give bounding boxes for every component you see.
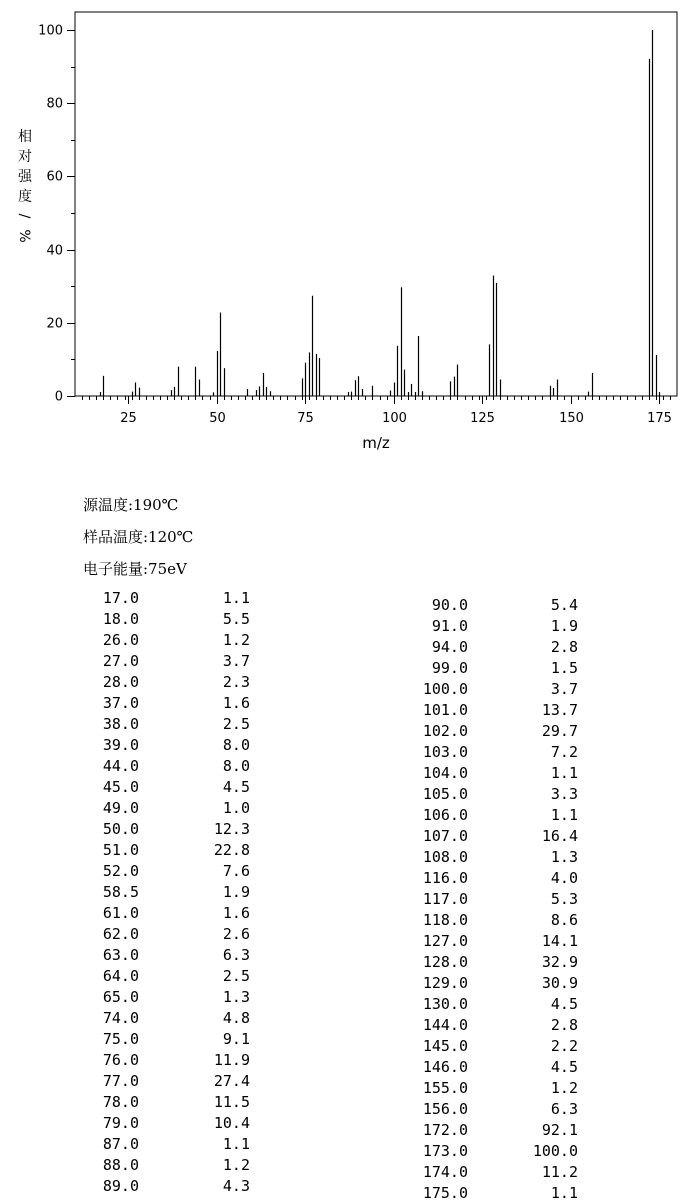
peak-abundance: 4.5 bbox=[550, 1058, 578, 1076]
peak-abundance: 1.1 bbox=[550, 806, 578, 824]
peak-abundance: 14.1 bbox=[541, 932, 578, 950]
peak-row bbox=[80, 840, 280, 861]
peak-mz: 105.0 bbox=[422, 785, 468, 803]
peak-abundance: 5.3 bbox=[550, 890, 578, 908]
peak-mz: 172.0 bbox=[422, 1121, 468, 1139]
peak-abundance: 92.1 bbox=[541, 1121, 578, 1139]
peak-mz: 52.0 bbox=[102, 862, 139, 880]
peak-abundance: 1.1 bbox=[550, 1184, 578, 1202]
peak-abundance: 1.0 bbox=[222, 799, 250, 817]
peak-mz: 101.0 bbox=[422, 701, 468, 719]
peak-abundance: 5.5 bbox=[222, 610, 250, 628]
peak-abundance: 2.5 bbox=[222, 967, 250, 985]
peak-mz: 102.0 bbox=[422, 722, 468, 740]
peak-row bbox=[80, 966, 280, 987]
peak-mz: 28.0 bbox=[102, 673, 139, 691]
peak-mz: 130.0 bbox=[422, 995, 468, 1013]
peak-abundance: 2.6 bbox=[222, 925, 250, 943]
peak-mz: 128.0 bbox=[422, 953, 468, 971]
peak-mz: 79.0 bbox=[102, 1114, 139, 1132]
peak-abundance: 9.1 bbox=[222, 1030, 250, 1048]
peak-row bbox=[410, 721, 610, 742]
peak-row bbox=[80, 756, 280, 777]
peak-abundance: 5.4 bbox=[550, 596, 578, 614]
peak-mz: 50.0 bbox=[102, 820, 139, 838]
peak-row bbox=[410, 1120, 610, 1141]
source-temperature: 源温度:190℃ bbox=[83, 496, 179, 514]
peak-abundance: 8.0 bbox=[222, 757, 250, 775]
peak-mz: 63.0 bbox=[102, 946, 139, 964]
peak-abundance: 3.3 bbox=[550, 785, 578, 803]
peak-mz: 145.0 bbox=[422, 1037, 468, 1055]
peak-abundance: 12.3 bbox=[213, 820, 250, 838]
peak-mz: 37.0 bbox=[102, 694, 139, 712]
peak-abundance: 3.7 bbox=[550, 680, 578, 698]
x-axis-label: m/z bbox=[362, 434, 390, 452]
peak-mz: 116.0 bbox=[422, 869, 468, 887]
peak-row bbox=[410, 1162, 610, 1183]
peak-row bbox=[410, 847, 610, 868]
peak-mz: 104.0 bbox=[422, 764, 468, 782]
peak-abundance: 6.3 bbox=[550, 1100, 578, 1118]
peak-row bbox=[80, 714, 280, 735]
peak-abundance: 11.2 bbox=[541, 1163, 578, 1181]
peak-mz: 100.0 bbox=[422, 680, 468, 698]
peak-mz: 173.0 bbox=[422, 1142, 468, 1160]
peak-abundance: 1.5 bbox=[550, 659, 578, 677]
peak-row bbox=[410, 1078, 610, 1099]
peak-abundance: 7.2 bbox=[550, 743, 578, 761]
y-tick-label: 80 bbox=[46, 96, 63, 112]
peak-row bbox=[410, 931, 610, 952]
peak-row bbox=[80, 1113, 280, 1134]
peak-abundance: 4.5 bbox=[550, 995, 578, 1013]
peak-abundance: 27.4 bbox=[213, 1072, 250, 1090]
peak-row bbox=[80, 1155, 280, 1176]
y-tick-label: 60 bbox=[46, 169, 63, 185]
peak-row bbox=[80, 693, 280, 714]
peak-abundance: 11.5 bbox=[213, 1093, 250, 1111]
y-tick-label: 40 bbox=[46, 243, 63, 259]
peak-abundance: 4.5 bbox=[222, 778, 250, 796]
peak-abundance: 2.8 bbox=[550, 638, 578, 656]
peak-mz: 51.0 bbox=[102, 841, 139, 859]
peak-row bbox=[80, 882, 280, 903]
peak-row bbox=[410, 658, 610, 679]
peak-row bbox=[410, 973, 610, 994]
peak-row bbox=[80, 777, 280, 798]
peak-abundance: 10.4 bbox=[213, 1114, 250, 1132]
peak-row bbox=[80, 1092, 280, 1113]
peak-mz: 39.0 bbox=[102, 736, 139, 754]
peak-row bbox=[80, 630, 280, 651]
y-tick-label: 100 bbox=[38, 23, 63, 39]
peak-row bbox=[80, 609, 280, 630]
peak-abundance: 13.7 bbox=[541, 701, 578, 719]
y-axis-label-char: 强 bbox=[18, 169, 32, 185]
x-tick-label: 100 bbox=[382, 411, 407, 426]
electron-energy: 电子能量:75eV bbox=[83, 560, 187, 578]
peak-abundance: 7.6 bbox=[222, 862, 250, 880]
peak-abundance: 1.2 bbox=[222, 631, 250, 649]
peak-table-right bbox=[410, 595, 610, 1204]
peak-mz: 17.0 bbox=[102, 589, 139, 607]
peak-row bbox=[410, 1036, 610, 1057]
peak-abundance: 1.2 bbox=[222, 1156, 250, 1174]
peak-mz: 156.0 bbox=[422, 1100, 468, 1118]
peak-row bbox=[410, 679, 610, 700]
peak-mz: 89.0 bbox=[102, 1177, 139, 1195]
peak-row bbox=[410, 868, 610, 889]
peak-abundance: 1.9 bbox=[222, 883, 250, 901]
peak-abundance: 30.9 bbox=[541, 974, 578, 992]
peak-mz: 129.0 bbox=[422, 974, 468, 992]
peak-row bbox=[410, 700, 610, 721]
peak-row bbox=[80, 924, 280, 945]
y-axis-label-char: % bbox=[16, 229, 32, 243]
peak-mz: 62.0 bbox=[102, 925, 139, 943]
peak-row bbox=[410, 1057, 610, 1078]
peak-row bbox=[410, 826, 610, 847]
peak-row bbox=[80, 819, 280, 840]
peak-mz: 99.0 bbox=[431, 659, 468, 677]
peak-abundance: 2.2 bbox=[550, 1037, 578, 1055]
mass-spectrum-chart bbox=[0, 0, 687, 460]
peak-mz: 77.0 bbox=[102, 1072, 139, 1090]
peak-row bbox=[80, 1176, 280, 1197]
peak-row bbox=[80, 651, 280, 672]
peak-abundance: 1.1 bbox=[222, 1135, 250, 1153]
peak-mz: 64.0 bbox=[102, 967, 139, 985]
peak-row bbox=[80, 1008, 280, 1029]
peak-row bbox=[80, 735, 280, 756]
peak-mz: 58.5 bbox=[102, 883, 139, 901]
peak-row bbox=[410, 805, 610, 826]
peak-mz: 103.0 bbox=[422, 743, 468, 761]
peak-row bbox=[80, 987, 280, 1008]
peak-mz: 155.0 bbox=[422, 1079, 468, 1097]
y-tick-label: 0 bbox=[54, 389, 63, 405]
peak-row bbox=[80, 672, 280, 693]
x-tick-label: 75 bbox=[297, 411, 314, 426]
plot-frame bbox=[75, 12, 677, 396]
peak-mz: 118.0 bbox=[422, 911, 468, 929]
peak-mz: 18.0 bbox=[102, 610, 139, 628]
peak-abundance: 2.8 bbox=[550, 1016, 578, 1034]
peak-row bbox=[80, 1029, 280, 1050]
peak-mz: 91.0 bbox=[431, 617, 468, 635]
peak-abundance: 8.0 bbox=[222, 736, 250, 754]
peak-abundance: 32.9 bbox=[541, 953, 578, 971]
peak-row bbox=[80, 588, 280, 609]
peak-mz: 108.0 bbox=[422, 848, 468, 866]
peak-abundance: 6.3 bbox=[222, 946, 250, 964]
peak-mz: 38.0 bbox=[102, 715, 139, 733]
peak-abundance: 2.5 bbox=[222, 715, 250, 733]
peak-row bbox=[410, 784, 610, 805]
peak-row bbox=[410, 994, 610, 1015]
peak-mz: 27.0 bbox=[102, 652, 139, 670]
peak-abundance: 1.6 bbox=[222, 904, 250, 922]
peak-mz: 75.0 bbox=[102, 1030, 139, 1048]
peak-abundance: 2.3 bbox=[222, 673, 250, 691]
peak-mz: 90.0 bbox=[431, 596, 468, 614]
peak-abundance: 1.1 bbox=[222, 589, 250, 607]
peak-abundance: 4.8 bbox=[222, 1009, 250, 1027]
peak-table-left bbox=[80, 588, 280, 1197]
peak-row bbox=[410, 616, 610, 637]
y-axis-label-char: 度 bbox=[18, 189, 32, 205]
peak-abundance: 1.3 bbox=[222, 988, 250, 1006]
y-axis-label-char: / bbox=[16, 213, 32, 219]
x-tick-label: 125 bbox=[470, 411, 495, 426]
peak-row bbox=[410, 742, 610, 763]
peak-row bbox=[410, 637, 610, 658]
peak-mz: 127.0 bbox=[422, 932, 468, 950]
peak-abundance: 29.7 bbox=[541, 722, 578, 740]
peak-mz: 107.0 bbox=[422, 827, 468, 845]
peak-mz: 117.0 bbox=[422, 890, 468, 908]
peak-mz: 146.0 bbox=[422, 1058, 468, 1076]
peak-row bbox=[80, 945, 280, 966]
peak-abundance: 22.8 bbox=[213, 841, 250, 859]
peak-abundance: 1.2 bbox=[550, 1079, 578, 1097]
peak-mz: 61.0 bbox=[102, 904, 139, 922]
peak-mz: 26.0 bbox=[102, 631, 139, 649]
y-axis-label-char: 相 bbox=[18, 129, 32, 145]
peak-abundance: 3.7 bbox=[222, 652, 250, 670]
y-axis-label-char: 对 bbox=[18, 149, 32, 165]
x-tick-label: 175 bbox=[647, 411, 672, 426]
peak-row bbox=[80, 1050, 280, 1071]
peak-row bbox=[410, 889, 610, 910]
peak-row bbox=[80, 1134, 280, 1155]
peak-mz: 78.0 bbox=[102, 1093, 139, 1111]
peak-abundance: 100.0 bbox=[532, 1142, 578, 1160]
peak-mz: 175.0 bbox=[422, 1184, 468, 1202]
x-tick-label: 150 bbox=[559, 411, 584, 426]
peak-mz: 94.0 bbox=[431, 638, 468, 656]
peak-mz: 49.0 bbox=[102, 799, 139, 817]
peak-abundance: 1.3 bbox=[550, 848, 578, 866]
peak-mz: 45.0 bbox=[102, 778, 139, 796]
peak-row bbox=[410, 595, 610, 616]
peak-abundance: 4.3 bbox=[222, 1177, 250, 1195]
peak-row bbox=[80, 798, 280, 819]
y-tick-label: 20 bbox=[46, 316, 63, 332]
peak-abundance: 1.1 bbox=[550, 764, 578, 782]
peak-row bbox=[410, 1015, 610, 1036]
peak-mz: 106.0 bbox=[422, 806, 468, 824]
peak-mz: 87.0 bbox=[102, 1135, 139, 1153]
peak-abundance: 8.6 bbox=[550, 911, 578, 929]
peak-abundance: 1.6 bbox=[222, 694, 250, 712]
peak-row bbox=[80, 1071, 280, 1092]
peak-abundance: 1.9 bbox=[550, 617, 578, 635]
peak-mz: 76.0 bbox=[102, 1051, 139, 1069]
peak-row bbox=[410, 763, 610, 784]
peak-row bbox=[410, 1141, 610, 1162]
x-tick-label: 25 bbox=[120, 411, 137, 426]
peak-mz: 144.0 bbox=[422, 1016, 468, 1034]
peak-row bbox=[410, 1099, 610, 1120]
sample-temperature: 样品温度:120℃ bbox=[83, 528, 194, 546]
peak-mz: 88.0 bbox=[102, 1156, 139, 1174]
peak-abundance: 4.0 bbox=[550, 869, 578, 887]
peak-abundance: 16.4 bbox=[541, 827, 578, 845]
peak-row bbox=[410, 910, 610, 931]
peak-mz: 174.0 bbox=[422, 1163, 468, 1181]
x-tick-label: 50 bbox=[209, 411, 226, 426]
peak-abundance: 11.9 bbox=[213, 1051, 250, 1069]
peak-row bbox=[80, 861, 280, 882]
peak-row bbox=[410, 1183, 610, 1204]
peak-mz: 65.0 bbox=[102, 988, 139, 1006]
peak-mz: 74.0 bbox=[102, 1009, 139, 1027]
peak-row bbox=[410, 952, 610, 973]
peak-mz: 44.0 bbox=[102, 757, 139, 775]
peak-row bbox=[80, 903, 280, 924]
